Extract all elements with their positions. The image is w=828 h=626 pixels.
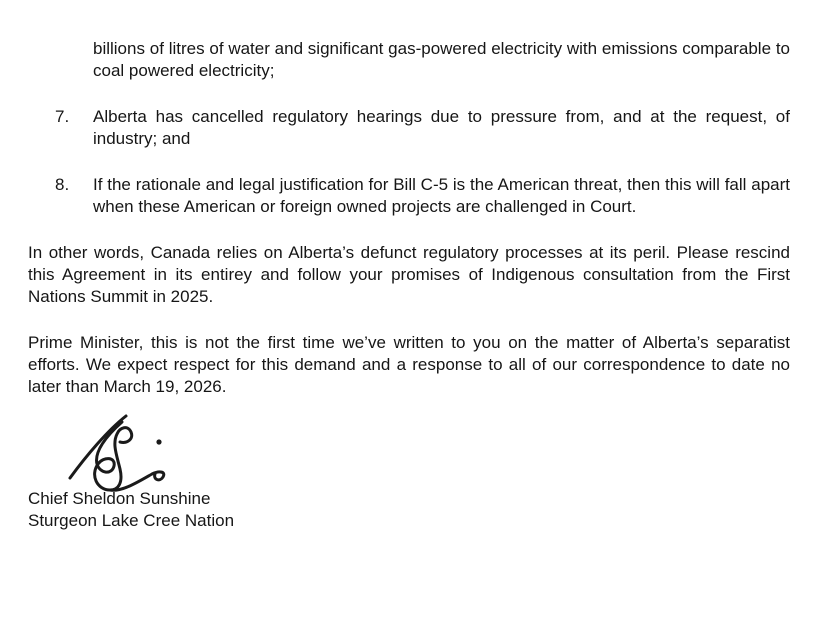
- continuation-paragraph: billions of litres of water and significant gas-powered electricity with emissions comparable to coal powered electricity;: [93, 39, 790, 80]
- letter-body: [28, 38, 790, 417]
- paragraph-rescind-agreement: In other words, Canada relies on Alberta’s defunct regulatory processes at its peril. Please rescind this Agreement in its entirey and follow your promises of Indigenous consultation from the First Nations Summit in 2025.: [28, 243, 790, 306]
- signatory-name: Chief Sheldon Sunshine: [28, 489, 211, 508]
- list-item-7: [28, 106, 790, 150]
- list-item-text: Alberta has cancelled regulatory hearings due to pressure from, and at the request, of industry; and: [93, 107, 790, 148]
- signatory-organization: Sturgeon Lake Cree Nation: [28, 511, 235, 530]
- signoff-block: [28, 488, 234, 532]
- list-item-text: If the rationale and legal justification for Bill C-5 is the American threat, then this will fall apart when these American or foreign owned projects are challenged in Court.: [93, 175, 790, 216]
- paragraph-response-deadline: Prime Minister, this is not the first time we’ve written to you on the matter of Alberta’s separatist efforts. We expect respect for this demand and a response to all of our correspondence to date no later than March 19, 2026.: [28, 333, 790, 396]
- list-item-number: 7.: [55, 107, 70, 126]
- list-item-number: 8.: [55, 175, 70, 194]
- list-item-8: [28, 174, 790, 218]
